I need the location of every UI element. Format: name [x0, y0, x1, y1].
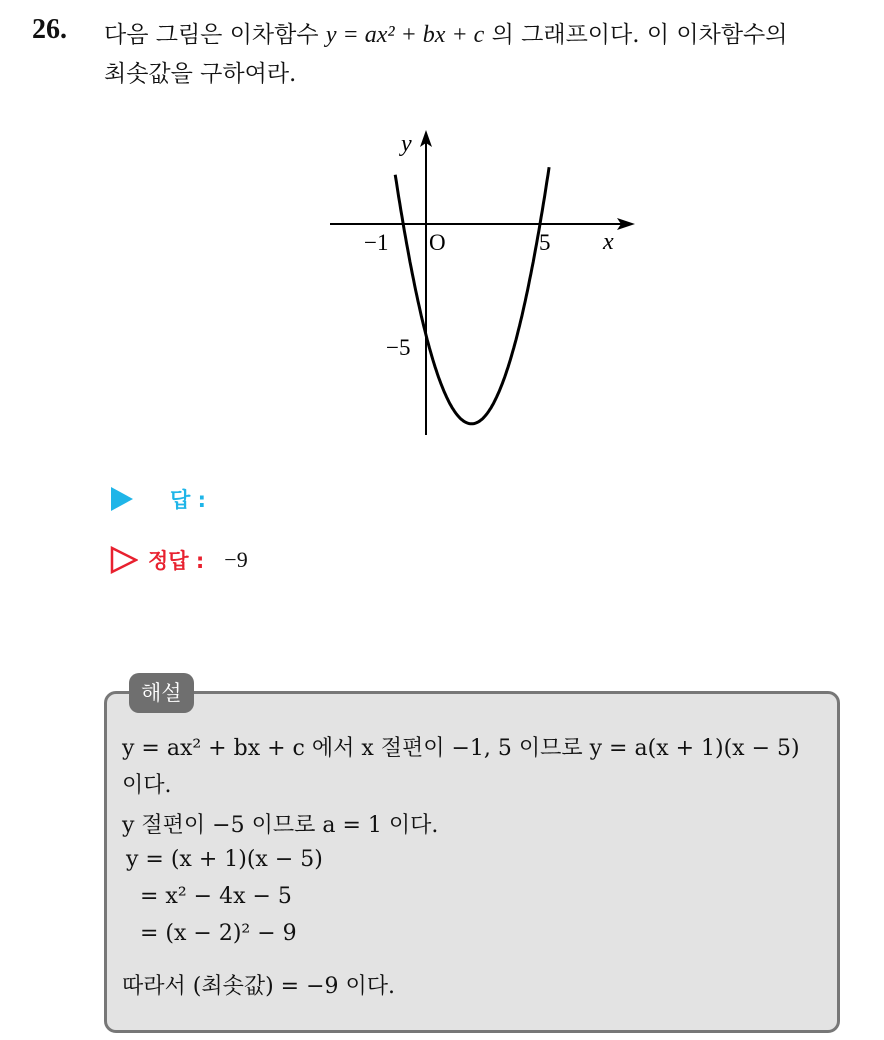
- correct-answer-value: −9: [224, 547, 248, 572]
- answer-label: 답 :: [170, 488, 206, 512]
- x-tick-label-5: 5: [539, 230, 551, 255]
- parabola-graph: [325, 125, 645, 445]
- question-equation: y = ax² + bx + c: [325, 22, 485, 48]
- y-axis-label: y: [401, 131, 412, 157]
- question-text-b: 의 그래프이다. 이 이차함수의: [491, 22, 788, 48]
- origin-label: O: [429, 230, 446, 255]
- y-tick-label-neg5: −5: [386, 335, 411, 360]
- solution-line-4: y = (x + 1)(x − 5): [126, 847, 323, 872]
- question-text-line-1: [104, 16, 787, 49]
- solution-line-5: = x² − 4x − 5: [140, 884, 292, 909]
- solution-tag: 해설: [129, 673, 194, 713]
- answer-row: [110, 484, 206, 514]
- correct-answer-row: [110, 545, 248, 575]
- solution-line-3: y 절편이 −5 이므로 a = 1 이다.: [122, 813, 439, 838]
- question-number: 26.: [32, 14, 67, 45]
- parabola-curve: [395, 167, 549, 424]
- solution-line-2: 이다.: [122, 773, 172, 798]
- solution-line-1: y = ax² + bx + c 에서 x 절편이 −1, 5 이므로 y = a(x + 1)(x − 5): [122, 736, 800, 761]
- x-axis-label: x: [603, 229, 614, 255]
- outline-arrow-icon: [110, 546, 138, 574]
- solution-line-7: 따라서 (최솟값) = −9 이다.: [122, 974, 396, 999]
- play-arrow-icon: [110, 486, 134, 512]
- question-text-a: 다음 그림은 이차함수: [104, 22, 319, 48]
- question-text-line-2: 최솟값을 구하여라.: [104, 61, 297, 87]
- correct-answer-label: 정답 :: [148, 549, 205, 573]
- x-tick-label-neg1: −1: [364, 230, 389, 255]
- solution-line-6: = (x − 2)² − 9: [140, 921, 297, 946]
